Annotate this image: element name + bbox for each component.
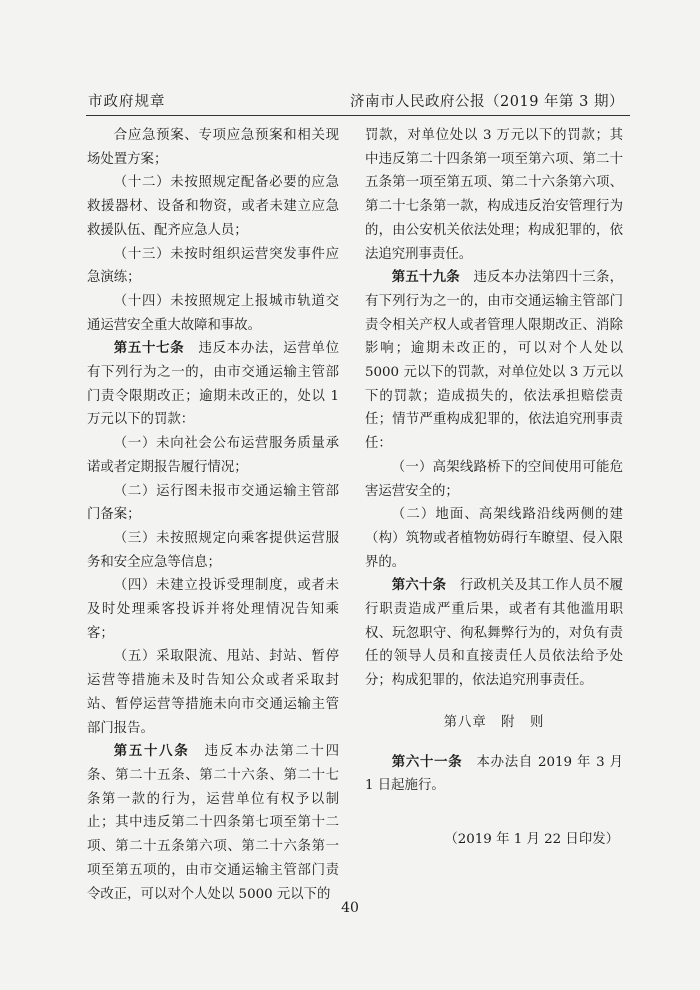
article-title: 第五十九条 [391, 269, 460, 286]
right-column [365, 124, 623, 852]
page-number: 40 [341, 900, 359, 916]
article-title: 第六十条 [391, 577, 447, 594]
section-label: 市政府规章 [88, 94, 166, 110]
article-title: 第六十一条 [391, 753, 463, 770]
paragraph: （二）地面、高架线路沿线两侧的建（构）筑物或者植物妨碍行车瞭望、侵入限界的。 [365, 507, 623, 570]
article-title: 第五十七条 [113, 340, 185, 357]
article-58: 第五十八条 违反本办法第二十四条、第二十五条、第二十六条、第二十七条第一款的行为，运营单位有权予以制止；其中违反第二十四条第七项至第十二项、第二十五条第六项、第二十六条第一项至第五项的，由市交通运输主管部门责令改正，可以对个人处以 5000 元以下的 [87, 743, 340, 902]
paragraph: （四）未建立投诉受理制度，或者未及时处理乘客投诉并将处理情况告知乘客； [87, 578, 339, 641]
article-57: 第五十七条 违反本办法，运营单位有下列行为之一的，由市交通运输主管部门责令限期改正；逾期未改正的，处以 1 万元以下的罚款： [87, 340, 340, 428]
article-60: 第六十条 行政机关及其工作人员不履行职责造成严重后果，或者有其他滥用职权、玩忽职守、徇私舞弊行为的，对负有责任的领导人员和直接责任人员依法给予处分；构成犯罪的，依法追究刑事责任。 [365, 577, 623, 689]
article-61: 第六十一条 本办法自 2019 年 3 月 1 日起施行。 [365, 753, 624, 794]
publication-title: 济南市人民政府公报（2019 年第 3 期） [350, 94, 624, 110]
paragraph: 罚款，对单位处以 3 万元以下的罚款；其中违反第二十四条第一项至第六项、第二十五条第一项至第五项、第二十六条第六项、第二十七条第一款，构成违反治安管理行为的，由公安机关依法处理；构成犯罪的，依法追究刑事责任。 [365, 128, 623, 262]
paragraph: （五）采取限流、甩站、封站、暂停运营等措施未及时告知公众或者采取封站、暂停运营等措施未向市交通运输主管部门报告。 [87, 649, 339, 736]
left-column [87, 124, 339, 906]
paragraph: 合应急预案、专项应急预案和相关现场处置方案； [87, 128, 339, 167]
paragraph: （十四）未按照规定上报城市轨道交通运营安全重大故障和事故。 [87, 293, 339, 333]
chapter-heading: 第八章 附 则 [443, 714, 545, 730]
paragraph: （一）未向社会公布运营服务质量承诺或者定期报告履行情况； [87, 436, 339, 475]
paragraph: （二）运行图未报市交通运输主管部门备案； [87, 483, 339, 523]
issue-date: （2019 年 1 月 22 日印发） [444, 831, 619, 847]
paragraph: （十二）未按照规定配备必要的应急救援器材、设备和物资，或者未建立应急救援队伍、配齐应急人员； [87, 175, 339, 238]
article-title: 第五十八条 [113, 743, 190, 760]
paragraph: （一）高架线路桥下的空间使用可能危害运营安全的； [365, 459, 623, 499]
article-59: 第五十九条 违反本办法第四十三条，有下列行为之一的，由市交通运输主管部门责令相关产权人或者管理人限期改正、消除影响；逾期未改正的，可以对个人处以 5000 元以下的罚款，对单位处以 3 万元以下的罚款；造成损失的，依法承担赔偿责任；情节严重构成犯罪的，依法追究刑事责任： [365, 269, 624, 452]
paragraph: （十三）未按时组织运营突发事件应急演练； [87, 246, 339, 286]
paragraph: （三）未按照规定向乘客提供运营服务和安全应急等信息； [87, 530, 339, 570]
header-divider [86, 115, 630, 116]
